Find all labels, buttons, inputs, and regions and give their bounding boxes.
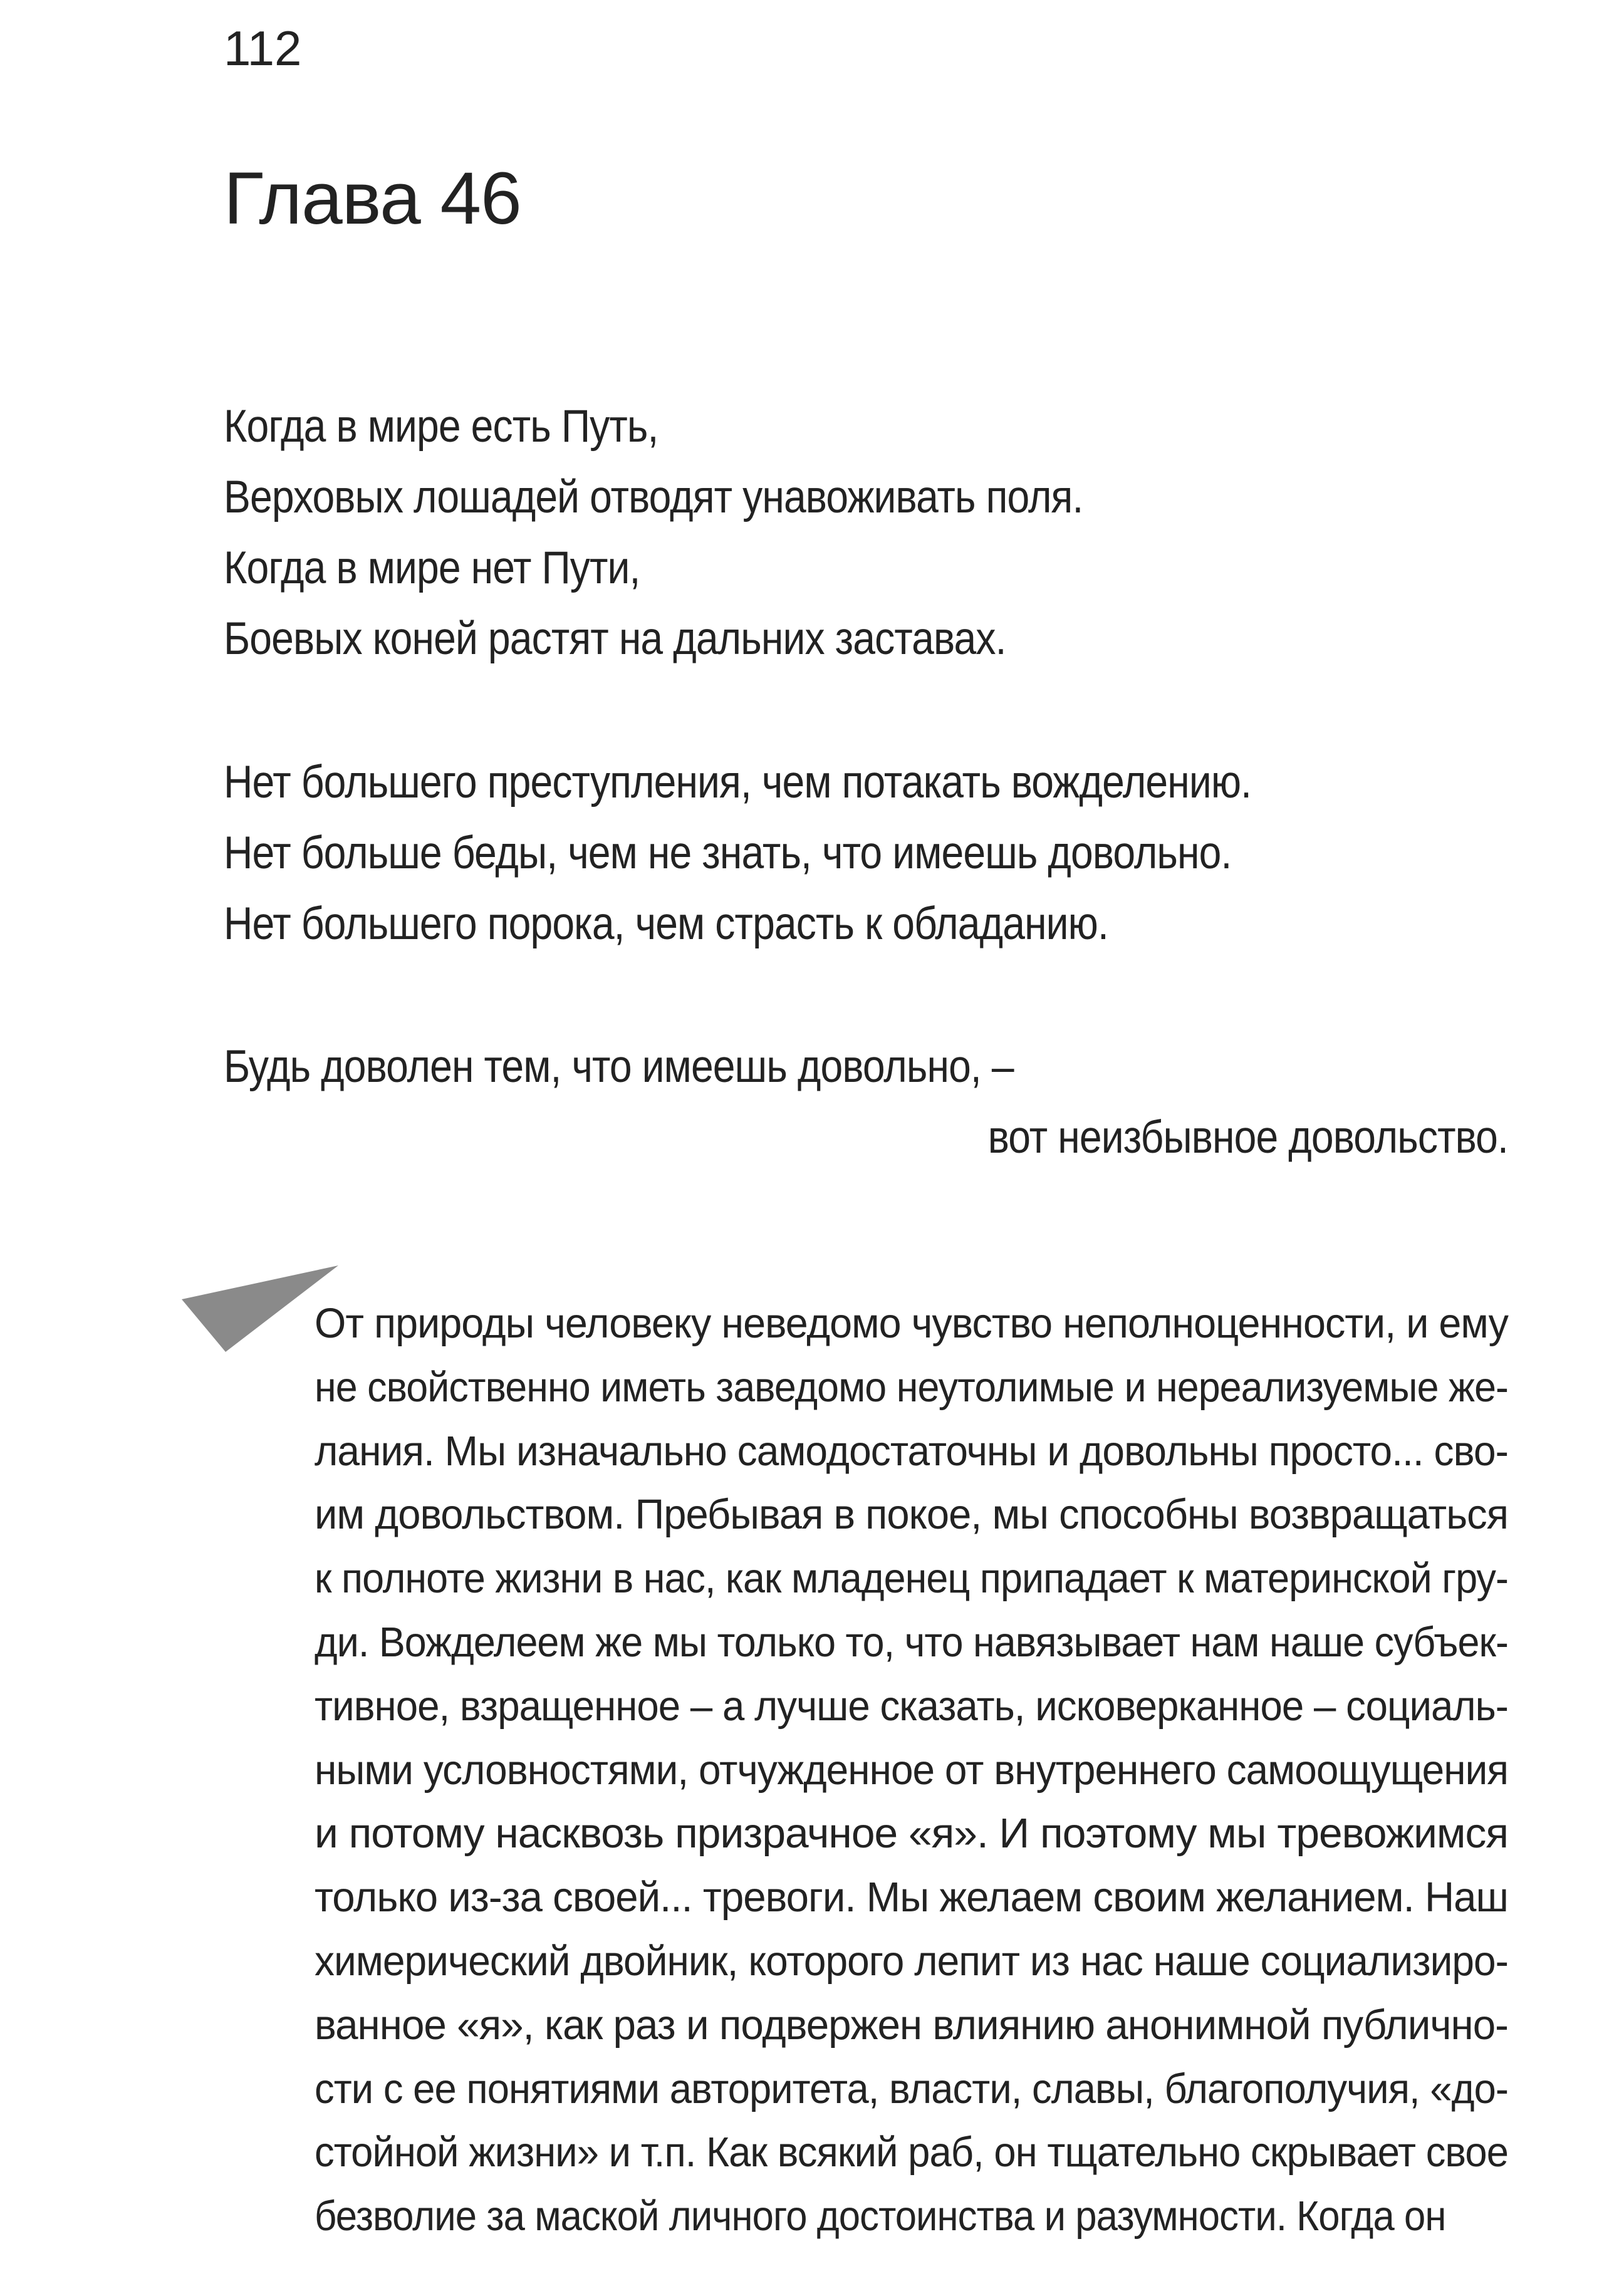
commentary-line-text: и потому насквозь призрачное «я». И поэтому мы тревожимся — [315, 1810, 1508, 1857]
commentary-line — [315, 1993, 1508, 2057]
commentary-line-text: От природы человеку неведомо чувство неполноценности, и ему — [315, 1300, 1508, 1347]
chapter-title: Глава 46 — [224, 157, 521, 240]
commentary-line-text: ванное «я», как раз и подвержен влиянию анонимной публично- — [315, 2001, 1508, 2049]
commentary-line — [315, 1675, 1508, 1738]
commentary-line-text: стойной жизни» и т.п. Как всякий раб, он тщательно скрывает свое — [315, 2129, 1509, 2176]
commentary-line-text: только из-за своей... тревоги. Мы желаем своим желанием. Наш — [315, 1874, 1508, 1921]
commentary-line — [315, 1802, 1508, 1866]
commentary-line — [315, 1483, 1508, 1547]
commentary-line-text: химерический двойник, которого лепит из нас наше социализиро- — [315, 1937, 1508, 1985]
verse-line: Нет большего порока, чем страсть к обладанию. — [224, 898, 1108, 949]
verse-line: Боевых коней растят на дальних заставах. — [224, 613, 1006, 664]
commentary-line-text: им довольством. Пребывая в покое, мы способны возвращаться — [315, 1491, 1508, 1539]
commentary-paragraph — [315, 1292, 1508, 2248]
verse-line: Будь доволен тем, что имеешь довольно, – — [224, 1041, 1014, 1092]
verse-stanza-2 — [224, 747, 1508, 959]
commentary-line-text: не свойственно иметь заведомо неутолимые и нереализуемые же- — [315, 1363, 1508, 1411]
verse-line: Нет больше беды, чем не знать, что имеешь довольно. — [224, 828, 1232, 878]
commentary-line — [315, 1547, 1508, 1611]
commentary-line-text: сти с ее понятиями авторитета, власти, славы, благополучия, «до- — [315, 2065, 1508, 2112]
commentary-line-text: безволие за маской личного достоинства и разумности. Когда он — [315, 2193, 1446, 2240]
verse-line: Когда в мире нет Пути, — [224, 543, 640, 593]
verse-line: Когда в мире есть Путь, — [224, 401, 658, 452]
commentary-line-text: к полноте жизни в нас, как младенец припадает к материнской гру- — [315, 1555, 1508, 1603]
commentary-line — [315, 1420, 1508, 1483]
commentary-line — [315, 1930, 1508, 1993]
commentary-line-text: ными условностями, отчужденное от внутреннего самоощущения — [315, 1746, 1508, 1794]
verse-line: Нет большего преступления, чем потакать вожделению. — [224, 757, 1252, 808]
page-number: 112 — [224, 21, 302, 76]
commentary-line — [315, 2184, 1508, 2248]
commentary-line — [315, 2121, 1508, 2184]
commentary-line — [315, 1356, 1508, 1420]
commentary-line — [315, 2057, 1508, 2121]
commentary-line — [315, 1611, 1508, 1675]
commentary-line-text: лания. Мы изначально самодостаточны и довольны просто... сво- — [315, 1427, 1508, 1475]
verse-line: Верховых лошадей отводят унавоживать поля. — [224, 472, 1083, 522]
commentary-line-text: ди. Вожделеем же мы только то, что навязывает нам наше субъек- — [315, 1618, 1508, 1666]
verse-line-right-aligned: вот неизбывное довольство. — [987, 1112, 1508, 1163]
commentary-line-text: тивное, взращенное – а лучше сказать, исковерканное – социаль- — [315, 1682, 1508, 1730]
verse-stanza-3 — [224, 1031, 1508, 1173]
commentary-line — [315, 1738, 1508, 1802]
commentary-line — [315, 1866, 1508, 1930]
verse-stanza-1 — [224, 391, 1508, 674]
commentary-line — [315, 1292, 1508, 1356]
